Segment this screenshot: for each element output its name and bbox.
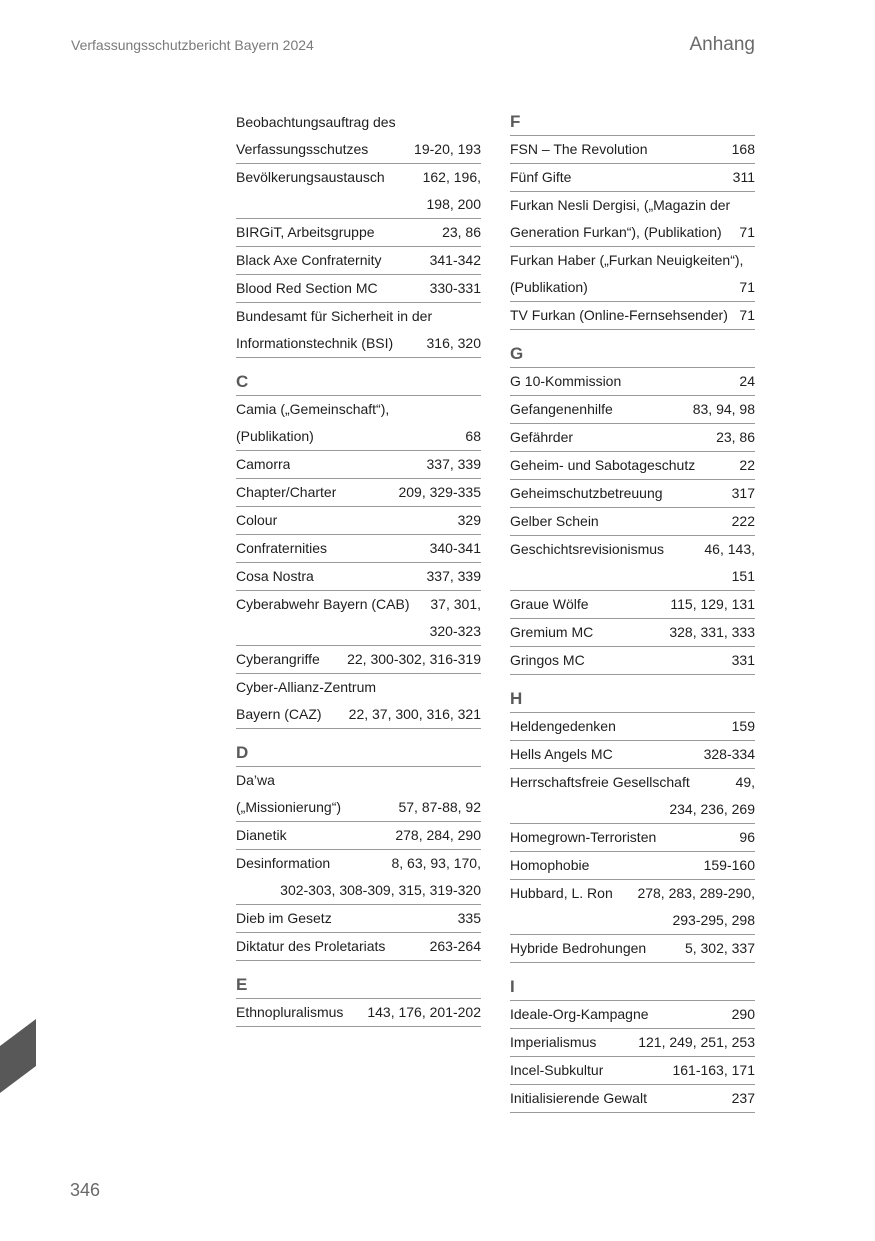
index-entry [236, 563, 481, 591]
page-references: 68 [465, 428, 481, 444]
index-entry-line [510, 452, 755, 479]
index-entry-line [236, 219, 481, 246]
index-entry-line [236, 396, 481, 423]
index-entry-line [236, 136, 481, 163]
index-entry-line [236, 618, 481, 645]
index-entry [510, 619, 755, 647]
page-references: 337, 339 [426, 456, 481, 472]
page-references: 71 [739, 307, 755, 323]
index-entry-line [236, 535, 481, 562]
index-entry [510, 480, 755, 508]
page-references: 46, 143, [704, 541, 755, 557]
index-entry [236, 396, 481, 451]
index-entry-line [510, 368, 755, 395]
index-entry-line [236, 674, 481, 701]
index-entry-line [236, 999, 481, 1026]
index-entry [236, 219, 481, 247]
index-entry-line [510, 563, 755, 590]
index-term: Herrschaftsfreie Gesellschaft [510, 774, 690, 790]
index-entry-line [510, 192, 755, 219]
index-term: Camorra [236, 456, 291, 472]
index-entry [236, 850, 481, 905]
index-entry-line [236, 275, 481, 302]
index-entry-line [236, 423, 481, 450]
index-term: Geschichtsrevisionismus [510, 541, 665, 557]
page-references: 329 [457, 512, 481, 528]
page-references: 83, 94, 98 [692, 401, 755, 417]
index-entry-line [510, 907, 755, 934]
index-entry-line [510, 619, 755, 646]
index-term: (Publikation) [236, 428, 314, 444]
index-term: Dieb im Gesetz [236, 910, 332, 926]
index-entry [236, 479, 481, 507]
index-term: (Publikation) [510, 279, 588, 295]
index-entry [510, 302, 755, 330]
index-entry-line [510, 536, 755, 563]
index-entry [236, 822, 481, 850]
index-entry [236, 905, 481, 933]
page-references: 302-303, 308-309, 315, 319-320 [280, 882, 481, 898]
index-section [236, 740, 481, 961]
page-references: 234, 236, 269 [669, 801, 755, 817]
index-section [236, 109, 481, 358]
index-entry [510, 1085, 755, 1113]
index-entry [236, 591, 481, 646]
index-term: Desinformation [236, 855, 331, 871]
index-entry [510, 452, 755, 480]
section-letter-heading: G [510, 341, 755, 368]
page-references: 263-264 [429, 938, 481, 954]
index-entry-line [236, 451, 481, 478]
index-term: Chapter/Charter [236, 484, 337, 500]
page-references: 198, 200 [426, 196, 481, 212]
index-column-right [510, 109, 755, 1124]
section-letter-heading: E [236, 972, 481, 999]
index-entry-line [510, 647, 755, 674]
index-entry-line [236, 330, 481, 357]
index-term: Geheim- und Sabotageschutz [510, 457, 696, 473]
index-entry [510, 1001, 755, 1029]
index-entry-line [236, 563, 481, 590]
index-term: Heldengedenken [510, 718, 616, 734]
index-entry-line [236, 164, 481, 191]
index-entry [510, 536, 755, 591]
index-term: Imperialismus [510, 1034, 597, 1050]
index-term: („Missionierung“) [236, 799, 342, 815]
index-column-left [236, 109, 481, 1038]
page-references: 161-163, 171 [672, 1062, 755, 1078]
page-references: 278, 283, 289-290, [637, 885, 755, 901]
index-entry-line [236, 247, 481, 274]
index-entry-line [510, 713, 755, 740]
index-entry-line [510, 396, 755, 423]
index-term: Colour [236, 512, 278, 528]
index-entry [236, 507, 481, 535]
index-entry [236, 535, 481, 563]
index-entry-line [510, 424, 755, 451]
index-term: Da’wa [236, 772, 275, 788]
index-entry-line [510, 1029, 755, 1056]
index-entry-line [236, 479, 481, 506]
index-entry-line [236, 303, 481, 330]
index-entry [236, 646, 481, 674]
index-entry-line [236, 822, 481, 849]
index-term: Gremium MC [510, 624, 594, 640]
index-term: Initialisierende Gewalt [510, 1090, 647, 1106]
index-entry-line [236, 591, 481, 618]
page-references: 311 [732, 169, 755, 185]
index-entry-line [236, 850, 481, 877]
index-section [510, 974, 755, 1113]
index-entry [236, 275, 481, 303]
page-references: 330-331 [429, 280, 481, 296]
index-term: Bayern (CAZ) [236, 706, 322, 722]
index-term: Cosa Nostra [236, 568, 314, 584]
page-references: 71 [739, 224, 755, 240]
page-references: 8, 63, 93, 170, [391, 855, 481, 871]
index-entry [510, 1029, 755, 1057]
page-references: 328-334 [703, 746, 755, 762]
page-references: 115, 129, 131 [670, 596, 755, 612]
page-references: 331 [731, 652, 755, 668]
index-term: Verfassungsschutzes [236, 141, 369, 157]
page-references: 162, 196, [422, 169, 481, 185]
index-entry [510, 1057, 755, 1085]
index-entry-line [510, 1057, 755, 1084]
index-entry-line [510, 935, 755, 962]
index-term: Generation Furkan“), (Publikation) [510, 224, 722, 240]
page-references: 23, 86 [716, 429, 755, 445]
index-entry [510, 424, 755, 452]
page-references: 22 [739, 457, 755, 473]
index-entry [510, 368, 755, 396]
index-entry [510, 713, 755, 741]
index-entry [510, 247, 755, 302]
page-references: 168 [731, 141, 755, 157]
index-term: Cyber-Allianz-Zentrum [236, 679, 377, 695]
index-entry [510, 508, 755, 536]
index-entry-line [236, 191, 481, 218]
page-references: 49, [735, 774, 755, 790]
index-entry-line [236, 767, 481, 794]
index-entry [510, 192, 755, 247]
index-term: Bundesamt für Sicherheit in der [236, 308, 433, 324]
index-term: Homophobie [510, 857, 590, 873]
index-term: Blood Red Section MC [236, 280, 378, 296]
index-entry-line [236, 507, 481, 534]
index-term: Ideale-Org-Kampagne [510, 1006, 649, 1022]
index-entry-line [510, 136, 755, 163]
index-term: Bevölkerungsaustausch [236, 169, 385, 185]
index-term: Beobachtungsauftrag des [236, 114, 396, 130]
index-entry [510, 824, 755, 852]
page-references: 320-323 [429, 623, 481, 639]
index-entry [510, 136, 755, 164]
index-entry-line [510, 164, 755, 191]
index-entry-line [236, 109, 481, 136]
index-entry-line [510, 1085, 755, 1112]
index-term: Cyberabwehr Bayern (CAB) [236, 596, 410, 612]
index-entry [236, 999, 481, 1027]
index-entry [236, 933, 481, 961]
page-references: 328, 331, 333 [669, 624, 755, 640]
page-references: 317 [731, 485, 755, 501]
index-entry-line [236, 646, 481, 673]
section-letter-heading: F [510, 109, 755, 136]
section-letter-heading: H [510, 686, 755, 713]
index-term: Gefangenenhilfe [510, 401, 613, 417]
index-entry-line [236, 877, 481, 904]
page-references: 237 [731, 1090, 755, 1106]
page-references: 23, 86 [442, 224, 481, 240]
index-term: Gefährder [510, 429, 574, 445]
index-entry-line [510, 769, 755, 796]
index-term: Incel-Subkultur [510, 1062, 604, 1078]
index-entry [236, 767, 481, 822]
section-letter-heading: I [510, 974, 755, 1001]
index-entry-line [510, 219, 755, 246]
index-term: FSN – The Revolution [510, 141, 648, 157]
index-term: Hells Angels MC [510, 746, 613, 762]
index-entry-line [236, 701, 481, 728]
index-entry-line [510, 824, 755, 851]
index-entry-line [510, 480, 755, 507]
page-references: 341-342 [429, 252, 481, 268]
page-references: 278, 284, 290 [395, 827, 481, 843]
running-header-title: Verfassungsschutzbericht Bayern 2024 [71, 37, 314, 53]
index-term: Informationstechnik (BSI) [236, 335, 394, 351]
index-term: G 10-Kommission [510, 373, 622, 389]
page-references: 337, 339 [426, 568, 481, 584]
page-references: 209, 329-335 [398, 484, 481, 500]
page-references: 159 [731, 718, 755, 734]
index-entry-line [236, 794, 481, 821]
page-references: 24 [739, 373, 755, 389]
page-corner-tab [0, 1019, 36, 1093]
page-references: 335 [457, 910, 481, 926]
index-term: Confraternities [236, 540, 328, 556]
page-references: 340-341 [429, 540, 481, 556]
index-term: Homegrown-Terroristen [510, 829, 657, 845]
index-term: Black Axe Confraternity [236, 252, 382, 268]
index-entry [510, 741, 755, 769]
page-references: 316, 320 [426, 335, 481, 351]
index-entry-line [510, 741, 755, 768]
page-references: 96 [739, 829, 755, 845]
index-term: Cyberangriffe [236, 651, 320, 667]
page-references: 143, 176, 201-202 [367, 1004, 481, 1020]
page-number: 346 [70, 1180, 101, 1200]
index-section [510, 341, 755, 675]
index-term: Gringos MC [510, 652, 585, 668]
index-entry [236, 109, 481, 164]
index-entry-line [236, 905, 481, 932]
index-entry [236, 451, 481, 479]
index-term: Hubbard, L. Ron [510, 885, 613, 901]
index-entry [510, 396, 755, 424]
section-letter-heading: C [236, 369, 481, 396]
index-entry-line [510, 796, 755, 823]
page-references: 293-295, 298 [672, 912, 755, 928]
index-entry [510, 591, 755, 619]
index-entry [236, 164, 481, 219]
index-entry-line [510, 880, 755, 907]
page-references: 290 [731, 1006, 755, 1022]
page-references: 19-20, 193 [414, 141, 481, 157]
index-section [236, 369, 481, 729]
page-references: 57, 87-88, 92 [398, 799, 481, 815]
index-section [510, 686, 755, 963]
index-entry [236, 247, 481, 275]
page-references: 5, 302, 337 [684, 940, 755, 956]
index-term: Graue Wölfe [510, 596, 589, 612]
index-entry [510, 935, 755, 963]
index-section [236, 972, 481, 1027]
index-term: Dianetik [236, 827, 287, 843]
index-term: Camia („Gemeinschaft“), [236, 401, 390, 417]
running-header-section: Anhang [689, 34, 755, 55]
index-entry [236, 303, 481, 358]
index-entry-line [510, 247, 755, 274]
page-references: 22, 300-302, 316-319 [347, 651, 481, 667]
index-term: Furkan Nesli Dergisi, („Magazin der [510, 197, 731, 213]
page-references: 37, 301, [430, 596, 481, 612]
index-term: Hybride Bedrohungen [510, 940, 647, 956]
index-entry [510, 769, 755, 824]
index-entry [510, 852, 755, 880]
page-references: 22, 37, 300, 316, 321 [348, 706, 481, 722]
page-references: 159-160 [703, 857, 755, 873]
index-entry-line [510, 274, 755, 301]
index-term: BIRGiT, Arbeitsgruppe [236, 224, 375, 240]
index-term: Geheimschutzbetreuung [510, 485, 663, 501]
index-section [510, 109, 755, 330]
index-term: Fünf Gifte [510, 169, 572, 185]
index-entry-line [510, 508, 755, 535]
page-references: 71 [739, 279, 755, 295]
index-entry-line [510, 302, 755, 329]
index-entry-line [510, 591, 755, 618]
index-entry-line [510, 852, 755, 879]
index-entry [510, 164, 755, 192]
page-references: 222 [731, 513, 755, 529]
index-entry-line [236, 933, 481, 960]
index-term: TV Furkan (Online-Fernsehsender) [510, 307, 728, 323]
index-term: Furkan Haber („Furkan Neuigkeiten“), [510, 252, 744, 268]
index-term: Diktatur des Proletariats [236, 938, 386, 954]
index-term: Gelber Schein [510, 513, 599, 529]
page-references: 151 [731, 568, 755, 584]
page-references: 121, 249, 251, 253 [638, 1034, 755, 1050]
index-term: Ethnopluralismus [236, 1004, 344, 1020]
section-letter-heading: D [236, 740, 481, 767]
index-entry-line [510, 1001, 755, 1028]
index-entry [236, 674, 481, 729]
index-entry [510, 880, 755, 935]
index-entry [510, 647, 755, 675]
